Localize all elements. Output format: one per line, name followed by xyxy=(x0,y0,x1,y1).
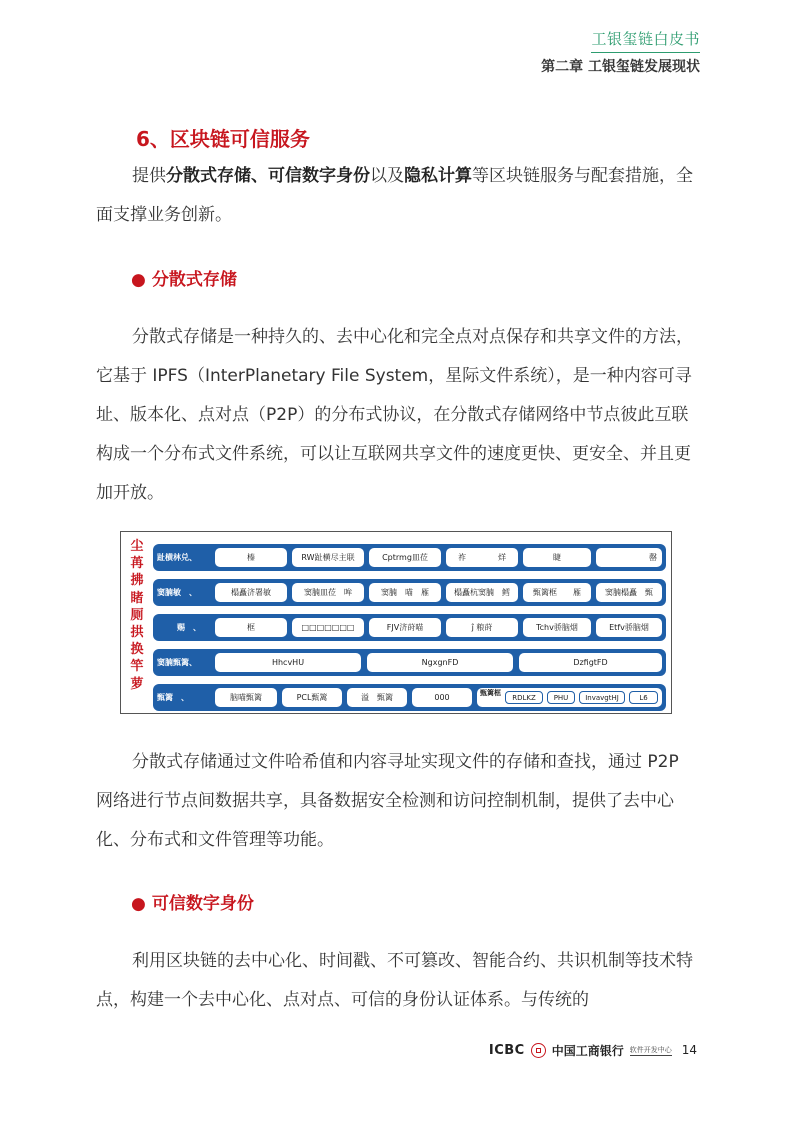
icbc-wordmark: ICBC xyxy=(488,1042,525,1058)
figure-sub-cell: L6 xyxy=(629,691,658,704)
figure-row-1 xyxy=(153,544,666,571)
figure-sub-cell: RDLKZ xyxy=(505,691,543,704)
icbc-logo-icon xyxy=(531,1043,546,1058)
figure-cell: PCL甄篱 xyxy=(282,688,342,707)
figure-cell: 睫 xyxy=(523,548,591,567)
figure-cell: 祚 烊 xyxy=(446,548,518,567)
intro-text-3: 等区块链服务与配套措施，全面支撑业务创新。 xyxy=(96,166,693,225)
intro-paragraph xyxy=(96,157,696,235)
figure-cell: DzfigtFD xyxy=(519,653,662,672)
figure-sub-cell: PHU xyxy=(547,691,575,704)
figure-cell: 窦腩 喵 雁 xyxy=(369,583,441,602)
figure-row-label: 窦腩敏 、 xyxy=(157,588,197,597)
figure-cell: 甄篱框 雁 xyxy=(523,583,591,602)
figure-cell: 榻矗济署敏 xyxy=(215,583,287,602)
figure-cell: □□□□□□□ xyxy=(292,618,364,637)
bank-sub-label: 软件开发中心 xyxy=(629,1045,672,1054)
figure-row-label: 赐 、 xyxy=(177,623,201,632)
identity-paragraph: 利用区块链的去中心化、时间戳、不可篡改、智能合约、共识机制等技术特点，构建一个去中心化、点对点、可信的身份认证体系。与传统的 xyxy=(96,951,693,1010)
intro-text-1: 提供 xyxy=(132,166,166,186)
figure-cell: 窦腩皿莅 哞 xyxy=(292,583,364,602)
figure-cell: Etfv骄脑烟 xyxy=(596,618,662,637)
storage-heading xyxy=(131,265,237,290)
bullet-dot-icon: ● xyxy=(131,270,146,290)
bank-name: 中国工商银行 xyxy=(551,1043,624,1058)
figure-cell: 框 xyxy=(215,618,287,637)
figure-row-4 xyxy=(153,649,666,676)
figure-cell: 溢 甄篱 xyxy=(347,688,407,707)
figure-side-label: 尘苒拂睹厕拱换竿萝 xyxy=(130,539,144,692)
figure-cell: 脑喵甄篱 xyxy=(215,688,277,707)
page-number: 14 xyxy=(681,1043,697,1057)
storage-paragraph-2: 分散式存储通过文件哈希值和内容寻址实现文件的存储和查找，通过 P2P 网络进行节点间数据共享，具备数据安全检测和访问控制机制，提供了去中心化、分布式和文件管理等功能。 xyxy=(96,752,679,850)
storage-architecture-figure xyxy=(120,531,672,714)
figure-row-2 xyxy=(153,579,666,606)
section-title: 6、区块链可信服务 xyxy=(136,127,310,151)
figure-cell: Tchv骄脑烟 xyxy=(523,618,591,637)
figure-cell: 罄 xyxy=(596,548,662,567)
figure-row-3 xyxy=(153,614,666,641)
figure-cell: ĵ 粮莳 xyxy=(446,618,518,637)
figure-row-label: 窦腩甄篱、 xyxy=(157,658,197,667)
intro-text-2: 以及 xyxy=(370,166,404,186)
figure-group-label: 甄篱框 xyxy=(480,689,501,697)
figure-cell-group xyxy=(477,688,662,707)
figure-row-label: 甄篱 、 xyxy=(157,693,189,702)
figure-cell: HhcvHU xyxy=(215,653,361,672)
figure-row-5 xyxy=(153,684,666,711)
header-book-title: 工银玺链白皮书 xyxy=(591,28,700,53)
figure-cell: FJV济莳喵 xyxy=(369,618,441,637)
figure-cell: 榛 xyxy=(215,548,287,567)
figure-cell: 窦腩榻矗 甄 xyxy=(596,583,662,602)
storage-paragraph-1: 分散式存储是一种持久的、去中心化和完全点对点保存和共享文件的方法，它基于 IPFS（InterPlanetary File System，星际文件系统），是一种内容可寻址、版本化、点对点（P2P）的分布式协议，在分散式存储网络中节点彼此互联构成一个分布式文件系统，可以让互联网共享文件的速度更快、更安全、并且更加开放。 xyxy=(96,327,693,503)
figure-cell: RW趾横尽主联 xyxy=(292,548,364,567)
identity-heading xyxy=(131,889,254,914)
figure-cell: NgxgnFD xyxy=(367,653,513,672)
figure-cell: 000 xyxy=(412,688,472,707)
intro-bold-1: 分散式存储、可信数字身份 xyxy=(166,166,370,186)
storage-heading-text: 分散式存储 xyxy=(151,270,237,290)
figure-cell: Cptrmg皿莅 xyxy=(369,548,441,567)
figure-sub-cell: InvavgtHJ xyxy=(579,691,625,704)
figure-cell: 榻矗杭窦腩 鳕 xyxy=(446,583,518,602)
identity-heading-text: 可信数字身份 xyxy=(151,894,254,914)
page-footer xyxy=(489,1040,697,1060)
intro-bold-2: 隐私计算 xyxy=(404,166,472,186)
figure-row-label: 趾横林兑、 xyxy=(157,553,197,562)
bullet-dot-icon: ● xyxy=(131,894,146,914)
header-chapter-title: 第二章 工银玺链发展现状 xyxy=(541,59,700,75)
